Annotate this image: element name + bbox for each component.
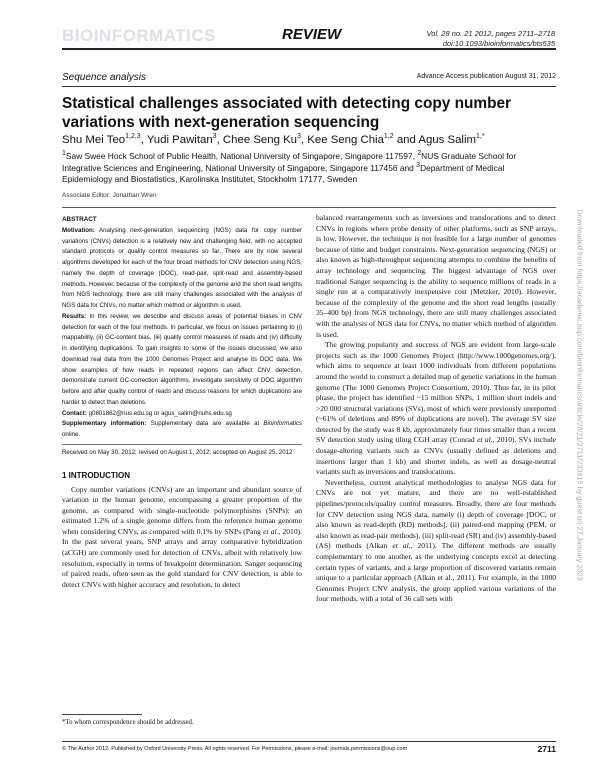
supp-label: Supplementary information: [62,420,147,428]
para-text-2: , 2010). In the past several years, SNP arrays and array comparative hybridization (aCGH) are commonly used for detection of CNVs, albeit with relatively low resolution, especially in terms of breakpoint determination. Sanger sequencing of paired reads, often seen as the gold standard for CNV detection, is able to detect CNVs with higher accuracy and resolution, to detect [62,526,302,589]
affiliations [62,151,556,186]
results-text: In this review, we describe and discuss areas of potential biases in CNV detection for each of the four methods. In particular, we focus on issues pertaining to (i) mappability, (ii) GC-content bias, (iii) quality control measures of reads and (iv) difficulty in identifying duplications. To gain insights to some of the issues discussed, we also download real data from the 1000 Genomes Project and analyse its DOC data. We show examples of how reads in repeated regions can affect CNV detection, demonstrate current GC-correction algorithms, investigate sensitivity of DOC algorithm before and after quality control of reads and discuss reasons for which duplications are harder to detect than deletions. [62,312,302,406]
author-name: Agus Salim [418,134,476,146]
contact-email[interactable]: g0801862@nus.edu.sg or agus_salim@nuhs.edu.sg [88,409,232,417]
received-dates: Received on May 30, 2012; revised on August 1, 2012; accepted on August 25, 2012 [62,448,293,456]
author-sup: 1,2,3 [125,133,141,141]
author-sup: 1,2 [383,133,394,141]
para-text: Copy number variations (CNVs) are an important and abundant source of variation in the human genome, encompassing a greater proportion of the genome, as compared with single-nucleotide polymorphisms (SNPs); an estimated 1.2% of a single genome differs from the reference human genome when considering CNVs, as compared with 0.1% by SNPs (Pang [62,484,302,536]
section-label: Sequence analysis [62,72,146,83]
download-watermark [575,120,585,670]
abstract-rule [62,444,302,445]
results-label: Results: [62,312,87,320]
para-italic: et al. [477,435,493,445]
abstract [62,215,302,459]
para-italic: et al. [392,541,411,551]
author-name: Yudi Pawitan [146,134,213,146]
body-paragraph [316,478,556,605]
author-sep: , [300,134,308,146]
author [147,134,223,146]
contact-label: Contact: [62,409,87,417]
motivation-text: Analysing next-generation sequencing (NGS) data for copy number variations (CNVs) detection is a relatively new and challenging field, with no accepted standard protocols or quality control measures so far. There are by now several algorithms developed for each of the four broad methods for CNV detection using NGS, namely the depth of coverage (DOC), read-pair, split-read and assembly-based methods. However, because of the complexity of the genome and the short read lengths from NGS technology, there are still many challenges associated with the analysis of NGS data for CNVs, no matter which method or algorithm is used. [62,226,302,309]
affil-text: Saw Swee Hock School of Public Health, National University of Singapore, Singapore 117597, [65,151,418,161]
advance-access: Advance Access publication August 31, 2012 [416,73,556,80]
para-text-2: , 2010). SVs include dosage-altering variants such as CNVs (usually defined as deletions and insertions larger than 1 kb) and shorter indels, as well as dosage-neutral variants such as inversions and translocations. [316,435,556,477]
affil-text: NUS Graduate School for Integrative Sciences and Engineering, National University of Singapore, Singapore 117456 and [62,151,517,173]
abstract-supplementary [62,419,302,441]
section-rule [62,86,556,87]
author-sup: 3 [297,133,301,141]
footer-rule [62,741,556,742]
footnote: *To whom correspondence should be addressed. [62,719,194,726]
abstract-contact [62,409,302,420]
article-title: Statistical challenges associated with detecting copy number variations with next-generation sequencing [62,95,512,131]
left-body [62,485,302,591]
body-paragraph [62,485,302,591]
author-name: Shu Mei Teo [62,134,126,146]
author-list [62,134,556,146]
left-column [62,213,302,590]
para-text-2: , 2011). The different methods are usually complementary to one another, as the underlying concepts excel at detecting certain types of variants, and a large proportion of discovered variants remain unique to a particular approach (Alkan et al., 2011). For example, in the 1000 Genomes Project CNV analysis, the group applied various variations of the four methods, with a total of 36 call sets with [316,541,556,604]
author [62,134,147,146]
body-paragraph [316,213,556,340]
author-sep: , [140,134,147,146]
supp-post: online. [62,431,81,438]
para-text: Nevertheless, current analytical methodologies to analyse NGS data for CNVs are not yet mature, and there are no well-established pipelines/protocols/quality control measures. Broadly, there are four methods for CNV detection using NGS data, namely (i) depth of coverage [DOC, or also known as read-depth (RD) methods], (ii) paired-end mapping (PEM, or also known as read-pair methods), (iii) split-read (SR) and (iv) assembly-based (AS) methods (Alkan [316,477,556,551]
copyright: © The Author 2012. Published by Oxford University Press. All rights reserved. For Permissions, please e-mail: journals.permissions@oup.com [62,746,408,752]
associate-editor: Associate Editor: Jonathan Wren [62,192,157,199]
affil-sup: 3 [416,161,421,169]
affil-text: Department of Medical Epidemiology and Biostatistics, Karolinska Institutet, Stockholm 17177, Sweden [62,162,505,185]
author-sep: , [216,134,223,146]
author-sup: 1,* [476,133,485,141]
affil-sup: 1 [62,150,66,158]
author [418,134,484,146]
volume-line: Vol. 28 no. 21 2012, pages 2711–2718 [426,29,555,38]
abstract-motivation [62,226,302,312]
para-italic: et al. [263,526,279,536]
author-sup: 3 [212,133,217,141]
body-paragraph [316,340,556,478]
journal-name: BIOINFORMATICS [62,26,217,45]
para-text: balanced rearrangements such as inversions and translocations and to detect CNVs in regions where probe density of other platforms, such as SNP arrays, is low. However, the technique is not feasible for a large number of genomes because of time and budget constraints. Next-generation sequencing (NGS) or also known as high-throughput sequencing attempts to combine the benefits of array technology and sequencing. The biggest advantage of NGS over traditional Sanger sequencing is the ability to sequence millions of reads in a single run at a comparatively inexpensive cost (Metzker, 2010). However, because of the complexity of the genome and the short read lengths (usually 35–400 bp) from NGS technology, there are still many challenges associated with the analysis of NGS data for CNVs, no matter which method of algorithm is used. [316,213,556,339]
download-note: Downloaded from https://academic.oup.com/bioinformatics/article/28/21/2711/233815 by guest on 27 January 2023 [575,209,585,581]
author [307,134,418,146]
doi-line[interactable]: doi:10.1093/bioinformatics/bts535 [442,39,555,48]
para-text: The growing popularity and success of NGS are evident from large-scale projects such as the 1000 Genomes Project (http://www.1000genomes.org/), which aims to sequence at least 1000 individuals from different populations around the world to construct a detailed map of genetic variations in the human genome (The 1000 Genomes Project Consortium, 2010). Thus far, in its pilot phase, the project has identified ~15 million SNPs, 1 million short indels and >20 000 structural variations (SVs), most of which were previously unreported (~61% of deletions and 89% of duplications are novel). The average SV size detected by the study was 8 kb, approximately four times smaller than a recent SV detection study using tiling CGH array (Conrad [316,340,556,445]
affil-sup: 2 [417,150,422,158]
right-body [316,213,556,605]
footnote-rule [62,714,142,715]
supp-journal: Bioinformatics [263,420,302,428]
title-block-rule [62,207,556,208]
author-name: Chee Seng Ku [222,134,298,146]
header-rule [62,48,556,50]
right-column [316,213,556,605]
article-type: REVIEW [282,26,342,43]
abstract-heading: ABSTRACT [62,216,97,223]
author-sep: and [393,134,419,146]
volume-info [405,29,555,49]
author [223,134,307,146]
motivation-label: Motivation: [62,226,95,234]
abstract-results [62,312,302,409]
supp-pre: Supplementary data are available at [150,420,264,428]
author-name: Kee Seng Chia [307,134,384,146]
intro-heading: 1 INTRODUCTION [62,470,130,480]
page-number: 2711 [537,744,556,754]
